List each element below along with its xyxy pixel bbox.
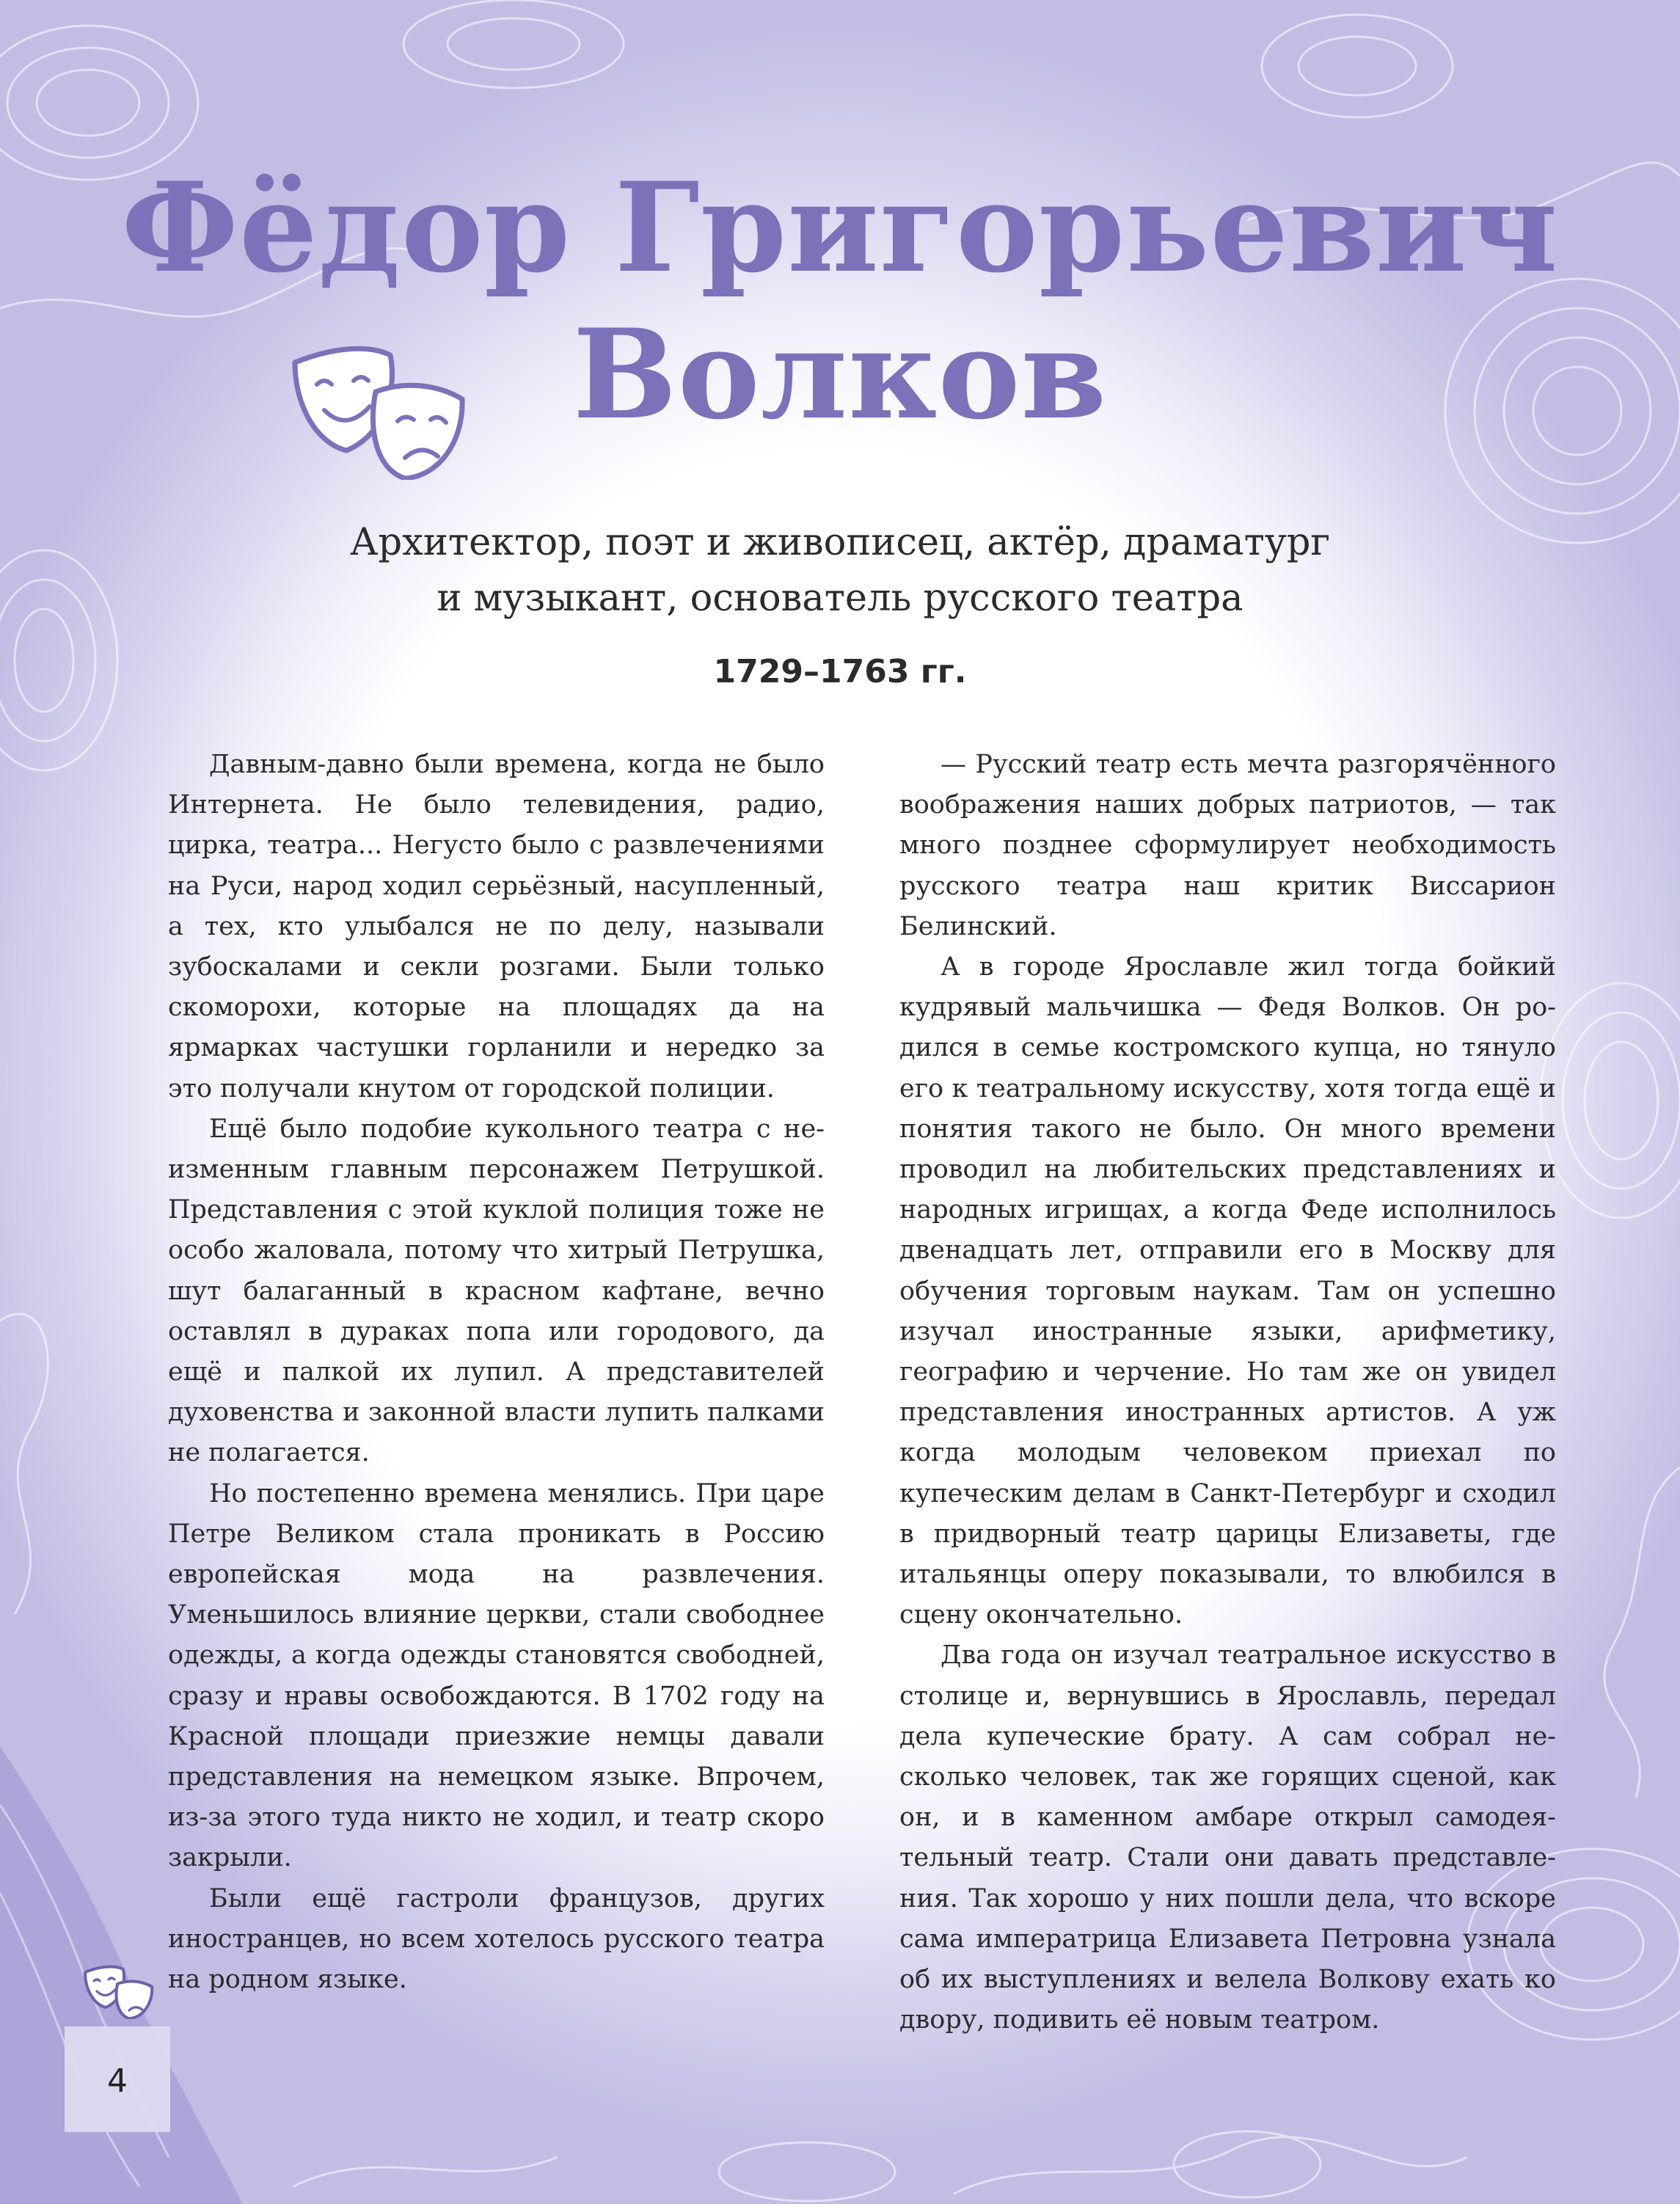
right-column [899, 745, 1556, 2041]
title-line-2: Волков [572, 302, 1108, 447]
paragraph: А в городе Ярославле жил тогда бойкий кудрявый мальчишка — Федя Волков. Он родился в семье костромского купца, но тянуло его к театральному искусству, хотя тогда ещё и понятия такого не было. Он много времени проводил на любительских представлениях и народных игрищах, а когда Феде исполнилось двенадцать лет, отправили его в Москву для обучения торговым наукам. Там он успешно изучал иностранные языки, арифметику, географию и черчение. Но там же он увидел представления иностранных артистов. А уж когда молодым человеком приехал по купеческим делам в Санкт-Петербург и сходил в придворный театр царицы Елизаветы, где итальянцы оперу показывали, то влюбился в сцену окончательно. [899, 952, 1556, 1630]
paragraph: Давным-давно были времена, когда не было Интернета. Не было телевидения, радио, цирка, театра... Негусто было с развлечениями на Руси, народ ходил серьёзный, насупленный, а тех, кто улыбался не по делу, называли зубоскалами и секли розгами. Были только скоморохи, которые на площадях да на ярмарках частушки горланили и нередко за это получали кнутом от городской полиции. [168, 750, 825, 1103]
paragraph: Были ещё гастроли французов, других иностранцев, но всем хотелось русского театра на родном языке. [168, 1883, 825, 1995]
page-title [0, 154, 1680, 448]
page-number: 4 [107, 2062, 128, 2100]
paragraph: — Русский театр есть мечта разгорячённого воображения наших добрых патриотов, — так много позднее сформулирует необходимость русского театра наш критик Виссарион Белинский. [899, 750, 1556, 941]
subtitle [0, 515, 1680, 627]
theatre-masks-small-icon [82, 1963, 156, 2019]
left-column [168, 745, 825, 2000]
paragraph: Два года он изучал театральное искусство в столице и, вернувшись в Ярославль, передал дела купеческие брату. А сам собрал несколько человек, так же горящих сценой, как он, и в каменном амбаре открыл самодеятельный театр. Стали они давать представления. Так хорошо у них пошли дела, что вскоре сама императрица Елизавета Петровна узнала об их выступлениях и велела Волкову ехать ко двору, подивить её новым театром. [899, 1641, 1556, 2035]
subtitle-line-1: Архитектор, поэт и живописец, актёр, драматург [349, 521, 1331, 564]
subtitle-line-2: и музыкант, основатель русского театра [437, 577, 1243, 620]
life-years: 1729–1763 гг. [713, 653, 967, 690]
theatre-masks-icon [288, 340, 471, 480]
paragraph: Ещё было подобие кукольного театра с неизменным главным персонажем Петрушкой. Представления с этой куклой полиция тоже не особо жаловала, потому что хитрый Петрушка, шут балаганный в красном кафтане, вечно оставлял в дураках попа или городового, да ещё и палкой их лупил. А представителей духовенства и законной власти лупить палками не полагается. [168, 1114, 825, 1468]
paragraph: Но постепенно времена менялись. При царе Петре Великом стала проникать в Россию европейская мода на развлечения. Уменьшилось влияние церкви, стали свободнее одежды, а когда одежды становятся свободней, сразу и нравы освобождаются. В 1702 году на Красной площади приезжие немцы давали представления на немецком языке. Впрочем, из-за этого туда никто не ходил, и театр скоро закрыли. [168, 1478, 825, 1873]
title-line-1: Фёдор Григорьевич [121, 155, 1559, 300]
